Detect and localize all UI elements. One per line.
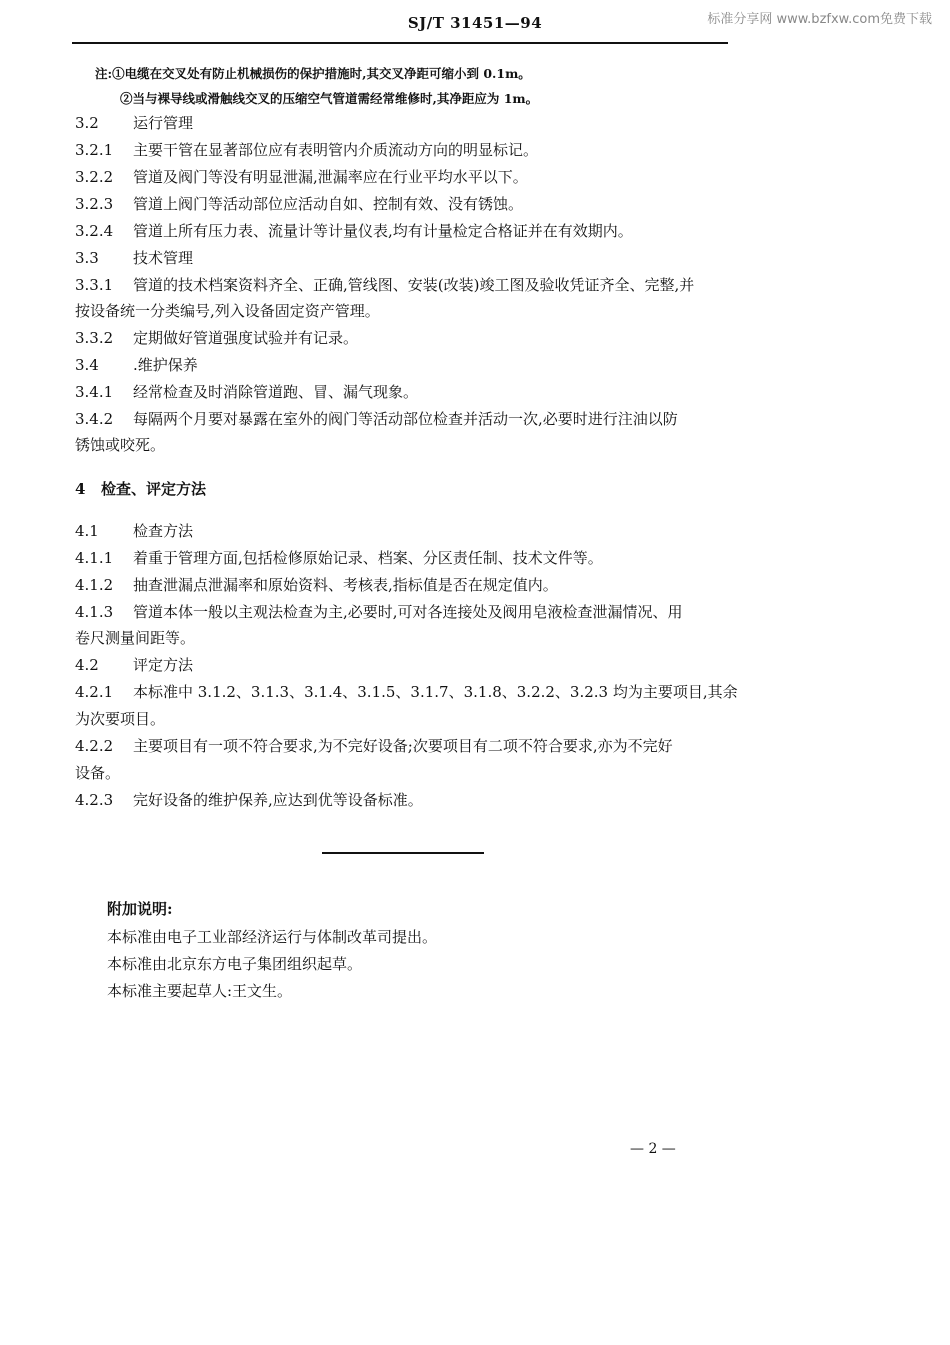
clause-3-3-1 (75, 275, 735, 295)
clause-text: 本标准中 3.1.2、3.1.3、3.1.4、3.1.5、3.1.7、3.1.8、3.2.2、3.2.3 均为主要项目,其余 (133, 683, 738, 701)
section-3-2-heading (75, 113, 735, 133)
clause-text: 完好设备的维护保养,应达到优等设备标准。 (133, 791, 423, 809)
section-number: 3.2 (75, 114, 99, 132)
clause-number: 4.2.2 (75, 737, 114, 755)
clause-text: 经常检查及时消除管道跑、冒、漏气现象。 (133, 383, 419, 401)
page-header-code: SJ/T 31451—94 (407, 14, 543, 32)
clause-3-2-4 (75, 221, 735, 241)
clause-4-1-3-continued: 卷尺测量间距等。 (75, 629, 196, 647)
clause-text: 定期做好管道强度试验并有记录。 (133, 329, 359, 347)
clause-3-2-3 (75, 194, 735, 214)
section-title: .维护保养 (133, 356, 198, 374)
clause-text: 主要项目有一项不符合要求,为不完好设备;次要项目有二项不符合要求,亦为不完好 (133, 737, 673, 755)
clause-3-4-2-continued: 锈蚀或咬死。 (75, 436, 166, 454)
watermark: 标准分享网 www.bzfxw.com免费下载 (707, 12, 932, 27)
section-title: 技术管理 (133, 249, 194, 267)
clause-text: 每隔两个月要对暴露在室外的阀门等活动部位检查并活动一次,必要时进行注油以防 (133, 410, 678, 428)
clause-text: 管道上阀门等活动部位应活动自如、控制有效、没有锈蚀。 (133, 195, 524, 213)
clause-number: 3.2.1 (75, 141, 114, 159)
clause-4-2-3 (75, 790, 735, 810)
section-3-3-heading (75, 248, 735, 268)
clause-4-1-2 (75, 575, 735, 595)
header-rule (72, 42, 728, 44)
section-number: 3.3 (75, 249, 99, 267)
clause-3-3-1-continued: 按设备统一分类编号,列入设备固定资产管理。 (75, 302, 380, 320)
clause-number: 3.3.2 (75, 329, 114, 347)
clause-4-2-2-continued: 设备。 (75, 764, 121, 782)
section-4-1-heading (75, 521, 735, 541)
clause-number: 3.2.3 (75, 195, 114, 213)
clause-text: 管道的技术档案资料齐全、正确,管线图、安装(改装)竣工图及验收凭证齐全、完整,并 (133, 276, 695, 294)
section-4-2-heading (75, 655, 735, 675)
clause-number: 4.1.1 (75, 549, 114, 567)
chapter-title: 检查、评定方法 (101, 480, 207, 498)
section-number: 3.4 (75, 356, 99, 374)
clause-text: 管道上所有压力表、流量计等计量仪表,均有计量检定合格证并在有效期内。 (133, 222, 633, 240)
clause-number: 3.3.1 (75, 276, 114, 294)
clause-4-2-1 (75, 682, 738, 702)
clause-text: 管道本体一般以主观法检查为主,必要时,可对各连接处及阀用皂液检查泄漏情况、用 (133, 603, 683, 621)
section-title: 运行管理 (133, 114, 194, 132)
clause-text: 着重于管理方面,包括检修原始记录、档案、分区责任制、技术文件等。 (133, 549, 603, 567)
clause-4-1-1 (75, 548, 735, 568)
clause-4-1-3 (75, 602, 735, 622)
chapter-4-heading (75, 479, 735, 499)
appendix-line-2: 本标准由北京东方电子集团组织起草。 (107, 955, 363, 973)
clause-number: 3.4.1 (75, 383, 114, 401)
clause-text: 主要干管在显著部位应有表明管内介质流动方向的明显标记。 (133, 141, 539, 159)
section-number: 4.2 (75, 656, 99, 674)
clause-number: 4.1.3 (75, 603, 114, 621)
clause-3-2-2 (75, 167, 735, 187)
clause-4-2-2 (75, 736, 735, 756)
clause-number: 3.4.2 (75, 410, 114, 428)
section-3-4-heading (75, 355, 735, 375)
chapter-number: 4 (75, 480, 86, 498)
end-rule (322, 852, 484, 854)
clause-text: 管道及阀门等没有明显泄漏,泄漏率应在行业平均水平以下。 (133, 168, 528, 186)
clause-text: 抽查泄漏点泄漏率和原始资料、考核表,指标值是否在规定值内。 (133, 576, 558, 594)
clause-4-2-1-continued: 为次要项目。 (75, 710, 166, 728)
clause-3-4-1 (75, 382, 735, 402)
clause-3-2-1 (75, 140, 735, 160)
note-1: 注:①电缆在交叉处有防止机械损伤的保护措施时,其交叉净距可缩小到 0.1m。 (95, 66, 531, 81)
appendix-line-3: 本标准主要起草人:王文生。 (107, 982, 293, 1000)
section-number: 4.1 (75, 522, 99, 540)
clause-number: 3.2.4 (75, 222, 114, 240)
note-2: ②当与裸导线或滑触线交叉的压缩空气管道需经常维修时,其净距应为 1m。 (120, 91, 539, 106)
clause-3-4-2 (75, 409, 735, 429)
clause-3-3-2 (75, 328, 735, 348)
clause-number: 4.2.3 (75, 791, 114, 809)
clause-number: 4.2.1 (75, 683, 114, 701)
appendix-title: 附加说明: (107, 900, 173, 918)
appendix-line-1: 本标准由电子工业部经济运行与体制改革司提出。 (107, 928, 438, 946)
clause-number: 4.1.2 (75, 576, 114, 594)
clause-number: 3.2.2 (75, 168, 114, 186)
section-title: 评定方法 (133, 656, 194, 674)
section-title: 检查方法 (133, 522, 194, 540)
page-number: — 2 — (630, 1141, 676, 1157)
